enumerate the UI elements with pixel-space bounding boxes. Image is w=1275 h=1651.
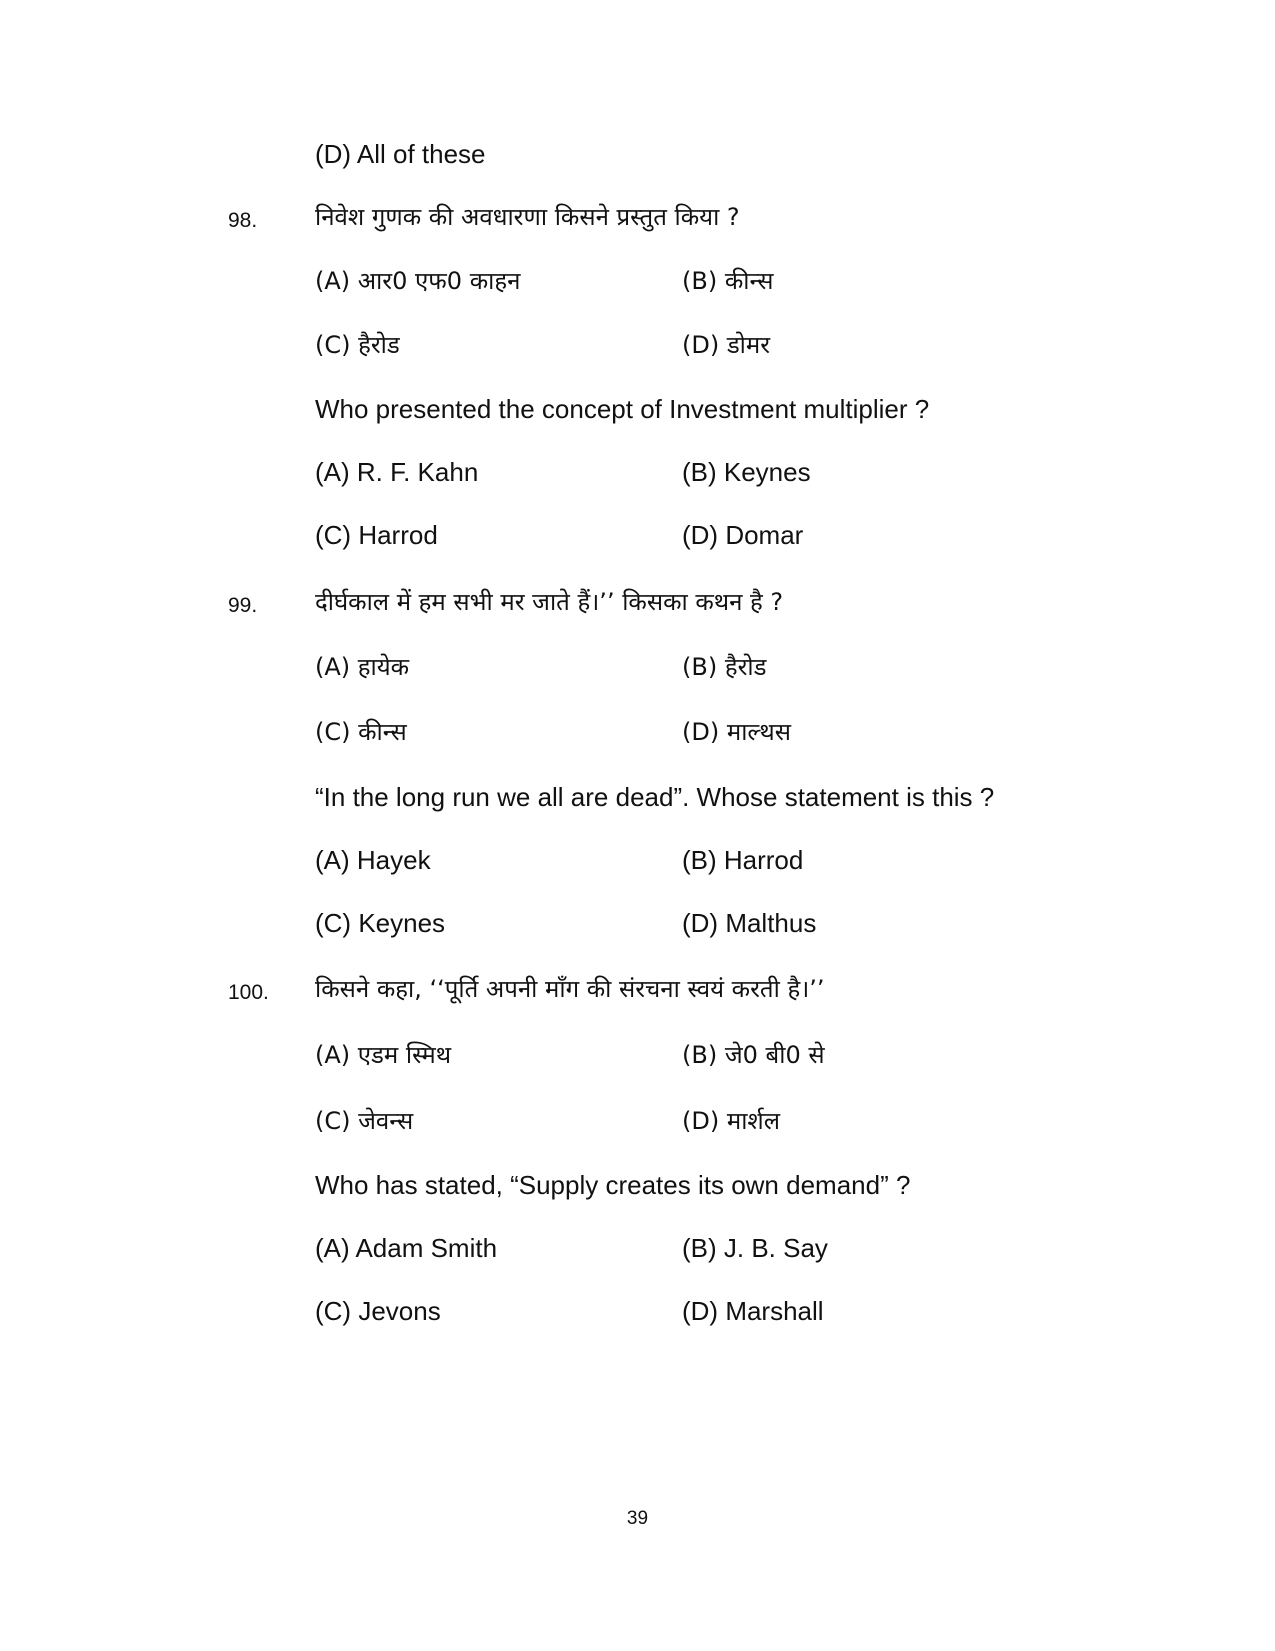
q98-hindi-option-d: (D) डोमर (682, 331, 771, 359)
q100-hindi-option-c: (C) जेवन्स (315, 1107, 414, 1135)
q98-english-option-c: (C) Harrod (315, 520, 438, 550)
question-99-hindi: दीर्घकाल में हम सभी मर जाते हैं।’’ किसका कथन है ? (315, 588, 784, 616)
q100-english-option-c: (C) Jevons (315, 1296, 441, 1326)
q100-hindi-option-a: (A) एडम स्मिथ (315, 1041, 452, 1069)
q100-english-option-b: (B) J. B. Say (682, 1233, 828, 1263)
q98-hindi-option-c: (C) हैरोड (315, 331, 400, 359)
q100-english-option-a: (A) Adam Smith (315, 1233, 498, 1263)
q99-hindi-option-c: (C) कीन्स (315, 718, 407, 746)
question-number-99: 99. (228, 594, 258, 617)
question-100-hindi: किसने कहा, ‘‘पूर्ति अपनी माँग की संरचना स्वयं करती है।’’ (315, 975, 825, 1003)
q99-english-option-d: (D) Malthus (682, 908, 817, 938)
q99-hindi-option-a: (A) हायेक (315, 653, 410, 681)
q99-hindi-option-d: (D) माल्थस (682, 718, 791, 746)
question-99-english: “In the long run we all are dead”. Whose statement is this ? (315, 782, 995, 812)
q98-english-option-d: (D) Domar (682, 520, 804, 550)
q98-english-option-b: (B) Keynes (682, 457, 811, 487)
q100-english-option-d: (D) Marshall (682, 1296, 824, 1326)
q100-hindi-option-d: (D) मार्शल (682, 1107, 780, 1135)
q99-english-option-a: (A) Hayek (315, 845, 431, 875)
question-number-98: 98. (228, 209, 258, 232)
q100-hindi-option-b: (B) जे0 बी0 से (682, 1041, 825, 1069)
question-100-english: Who has stated, “Supply creates its own demand” ? (315, 1170, 911, 1200)
q98-hindi-option-a: (A) आर0 एफ0 काहन (315, 267, 521, 295)
q99-english-option-b: (B) Harrod (682, 845, 804, 875)
question-98-hindi: निवेश गुणक की अवधारणा किसने प्रस्तुत किया ? (315, 203, 740, 231)
question-number-100: 100. (228, 981, 269, 1004)
option-d-carryover: (D) All of these (315, 139, 486, 169)
q99-hindi-option-b: (B) हैरोड (682, 653, 767, 681)
page-number: 39 (626, 1508, 649, 1529)
q99-english-option-c: (C) Keynes (315, 908, 446, 938)
q98-english-option-a: (A) R. F. Kahn (315, 457, 479, 487)
q98-hindi-option-b: (B) कीन्स (682, 267, 774, 295)
question-98-english: Who presented the concept of Investment multiplier ? (315, 394, 930, 424)
